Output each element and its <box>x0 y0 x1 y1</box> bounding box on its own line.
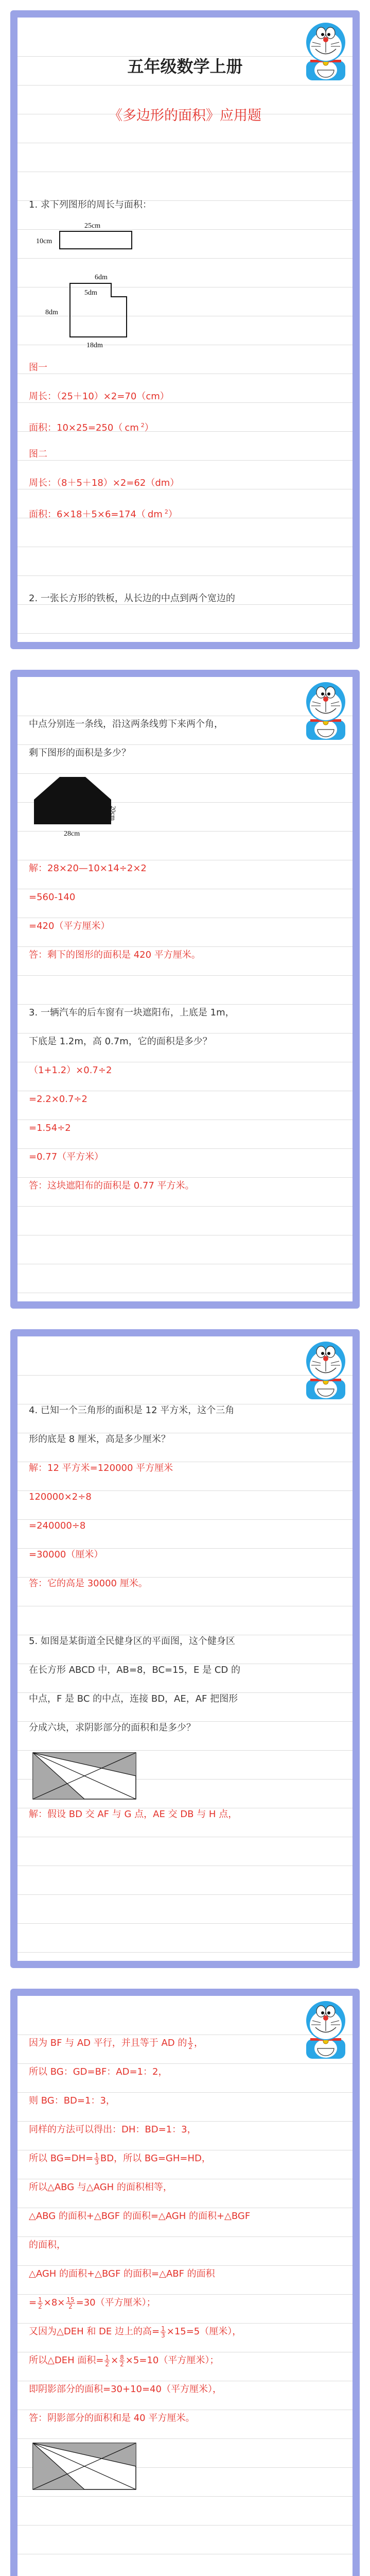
figures-q1 <box>29 218 183 352</box>
q2-solution-1: 解：28×20—10×14÷2×2 <box>29 863 147 874</box>
q5-step-6: 所以△ABG 与△AGH 的面积相等， <box>29 2182 172 2193</box>
question-1: 1. 求下列图形的周长与面积： <box>29 199 152 210</box>
q2-answer: 答：剩下的图形的面积是 420 平方厘米。 <box>29 950 201 960</box>
figure-2-label-c: 8dm <box>45 309 58 316</box>
worksheet-page-1 <box>10 10 360 649</box>
question-5-line-3: 中点，F 是 BC 的中点，连接 BD，AE，AF 把图形 <box>29 1693 238 1704</box>
q2-solution-3: =420（平方厘米） <box>29 921 110 931</box>
q5-step-13: 即阴影部分的面积=30+10=40（平方厘米）， <box>29 2384 222 2395</box>
q5-step-2: 所以 BG：GD=BF：AD=1：2， <box>29 2066 168 2077</box>
figure-2-label-a: 6dm <box>95 274 108 281</box>
q5-step-10: = $\frac{1}{2}$ ×8× $\frac{15}{2}$ =30（平方厘米）； <box>29 2296 156 2310</box>
doraemon-mascot-icon <box>302 1999 349 2060</box>
figure-2-area: 面积：6×18＋5×6=174（ dm $^2$） <box>29 509 178 520</box>
figure-1-heading: 图一 <box>29 362 47 373</box>
page-subtitle: 《多边形的面积》应用题 <box>109 108 261 124</box>
question-2-line-2: 剩下图形的面积是多少？ <box>29 748 131 758</box>
q5-step-1: 因为 BF 与 AD 平行，并且等于 AD 的 $\frac{1}{2}$ ， <box>29 2036 204 2050</box>
figure-q5-answer <box>29 2439 152 2496</box>
q4-solution-1: 解：12 平方米=120000 平方厘米 <box>29 1463 173 1473</box>
worksheet-page-3 <box>10 1329 360 1968</box>
figure-q2-shape <box>34 777 111 824</box>
q3-solution-2: =2.2×0.7÷2 <box>29 1094 87 1105</box>
figure-q2-width-label: 28cm <box>64 830 80 838</box>
doraemon-mascot-icon <box>302 680 349 741</box>
q5-step-7: △ABG 的面积+△BGF 的面积=△AGH 的面积+△BGF <box>29 2211 251 2222</box>
q5-step-3: 则 BG：BD=1：3， <box>29 2095 115 2106</box>
question-5-line-4: 分成六块，求阴影部分的面积和是多少？ <box>29 1722 196 1733</box>
question-5-line-1: 5. 如图是某街道全民健身区的平面图，这个健身区 <box>29 1636 235 1647</box>
figure-2-perimeter: 周长：（8＋5＋18）×2=62（dm） <box>29 478 180 488</box>
figure-q2-height-label: 20cm <box>110 806 117 821</box>
figure-2-label-d: 18dm <box>86 342 103 349</box>
question-5-line-2: 在长方形 ABCD 中，AB=8，BC=15，E 是 CD 的 <box>29 1665 240 1675</box>
question-3-line-1: 3. 一辆汽车的后车窗有一块遮阳布，上底是 1m， <box>29 1007 235 1018</box>
question-4-line-2: 形的底是 8 厘米，高是多少厘米？ <box>29 1434 170 1445</box>
q5-step-12: 所以△DEH 面积= $\frac{1}{2}$ × $\frac{8}{2}$ ×5=10（平方厘米）； <box>29 2353 219 2368</box>
q4-solution-3: =240000÷8 <box>29 1520 86 1531</box>
question-2-start: 2. 一张长方形的铁板，从长边的中点到两个宽边的 <box>29 593 235 604</box>
question-3-line-2: 下底是 1.2m，高 0.7m，它的面积是多少？ <box>29 1036 212 1047</box>
q5-answer: 答：阴影部分的面积和是 40 平方厘米。 <box>29 2413 195 2424</box>
q3-solution-1: （1+1.2）×0.7÷2 <box>29 1065 112 1076</box>
q5-step-9: △AGH 的面积+△BGF 的面积=△ABF 的面积 <box>29 2268 215 2279</box>
figure-1-top-label: 25cm <box>84 222 101 230</box>
figure-1-area: 面积：10×25=250（ cm $^2$） <box>29 422 154 433</box>
figure-q5 <box>29 1749 152 1805</box>
q2-solution-2: =560-140 <box>29 892 76 903</box>
q5-step-8: 的面积， <box>29 2240 66 2250</box>
figure-2-heading: 图二 <box>29 449 47 460</box>
q3-solution-4: =0.77（平方米） <box>29 1151 104 1162</box>
q4-solution-4: =30000（厘米） <box>29 1549 103 1560</box>
worksheet-page-2 <box>10 670 360 1309</box>
q5-solution-1: 解：假设 BD 交 AF 与 G 点，AE 交 DB 与 H 点， <box>29 1809 238 1820</box>
q5-step-4: 同样的方法可以得出：DH：BD=1：3， <box>29 2124 197 2135</box>
worksheet-page-4 <box>10 1989 360 2576</box>
figure-2-label-b: 5dm <box>84 289 97 297</box>
figure-1-perimeter: 周长：（25＋10）×2=70（cm） <box>29 391 169 402</box>
q3-solution-3: =1.54÷2 <box>29 1123 71 1133</box>
q4-answer: 答：它的高是 30000 厘米。 <box>29 1578 148 1589</box>
doraemon-mascot-icon <box>302 1340 349 1400</box>
q5-step-11: 又因为△DEH 和 DE 边上的高= $\frac{1}{3}$ ×15=5（厘米）， <box>29 2325 242 2339</box>
figure-1-rectangle <box>60 231 132 249</box>
q3-answer: 答：这块遮阳布的面积是 0.77 平方米。 <box>29 1180 195 1191</box>
figure-2-shape <box>70 283 127 337</box>
question-2-line-1: 中点分别连一条线，沿这两条线剪下来两个角， <box>29 719 223 730</box>
question-4-line-1: 4. 已知一个三角形的面积是 12 平方米，这个三角 <box>29 1405 235 1416</box>
q4-solution-2: 120000×2÷8 <box>29 1492 92 1502</box>
page-title: 五年级数学上册 <box>127 57 243 76</box>
q5-step-5: 所以 BG=DH= $\frac{1}{3}$ BD，所以 BG=GH=HD， <box>29 2151 211 2166</box>
figure-1-side-label: 10cm <box>36 238 52 245</box>
figure-q2 <box>29 773 152 840</box>
